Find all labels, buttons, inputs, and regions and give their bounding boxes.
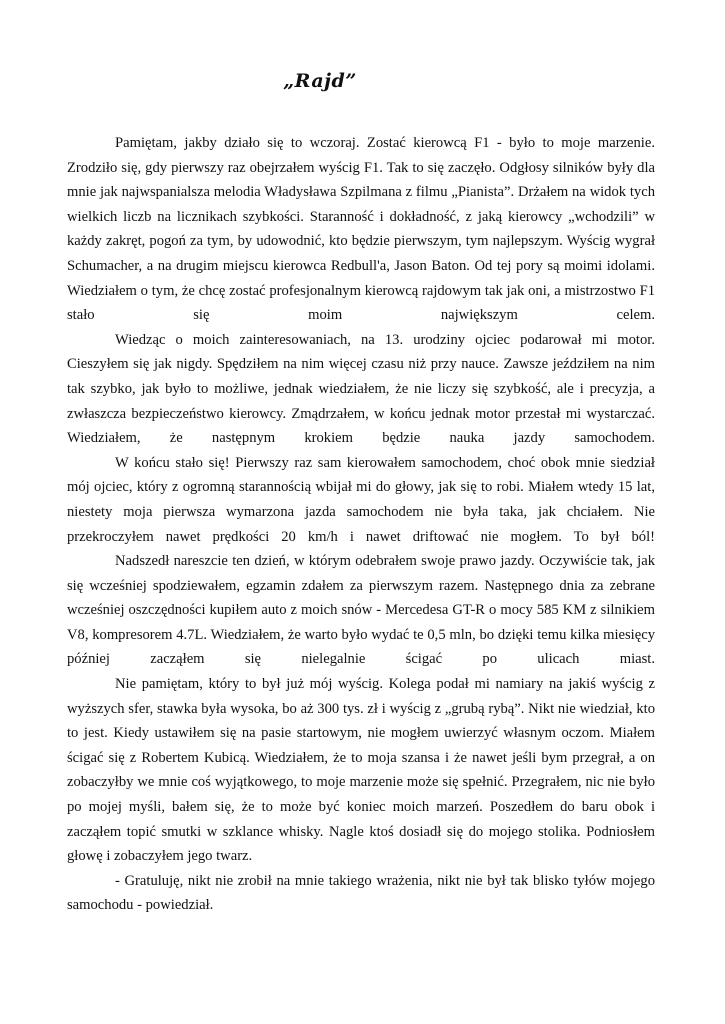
paragraph-4: Nadszedł nareszcie ten dzień, w którym odebrałem swoje prawo jazdy. Oczywiście tak, jak się wcześniej spodziewałem, egzamin zdałem za pierwszym razem. Następnego dnia za zebrane wcześniej oszczędności kupiłem auto z moich snów - Mercedesa GT-R o mocy 585 KM z silnikiem V8, kompresorem 4.7L. Wiedziałem, że warto było wydać te 0,5 mln, bo dzięki temu kilka miesięcy później zacząłem się nielegalnie ścigać po ulicach miast. — [67, 553, 655, 668]
paragraph-3: W końcu stało się! Pierwszy raz sam kierowałem samochodem, choć obok mnie siedział mój ojciec, który z ogromną starannością wbijał mi do głowy, jak się to robi. Miałem wtedy 15 lat, niestety moja pierwsza wymarzona jazda samochodem nie była taka, jak chciałem. Nie przekroczyłem nawet prędkości 20 km/h i nawet driftować nie mogłem. To był ból! — [67, 454, 655, 545]
paragraph-1: Pamiętam, jakby działo się to wczoraj. Zostać kierowcą F1 - było to moje marzenie. Zrodziło się, gdy pierwszy raz obejrzałem wyścig F1. Tak to się zaczęło. Odgłosy silników były dla mnie jak najwspanialsza melodia Władysława Szpilmana z filmu „Pianista”. Drżałem na widok tych wielkich liczb na licznikach szybkości. Staranność i dokładność, z jaką kierowcy „wchodzili” w każdy zakręt, pogoń za tym, by udowodnić, kto będzie pierwszym, tym najlepszym. Wyścig wygrał Schumacher, a na drugim miejscu kierowca Redbull'a, Jason Baton. Od tej pory są moimi idolami. Wiedziałem o tym, że chcę zostać profesjonalnym kierowcą rajdowym tak jak oni, a mistrzostwo F1 stało się moim największym celem. — [67, 135, 655, 324]
document-body — [67, 131, 655, 918]
paragraph-6: - Gratuluję, nikt nie zrobił na mnie takiego wrażenia, nikt nie był tak blisko tyłów mojego samochodu - powiedział. — [67, 872, 655, 914]
paragraph-5: Nie pamiętam, który to był już mój wyścig. Kolega podał mi namiary na jakiś wyścig z wyższych sfer, stawka była wysoka, bo aż 300 tys. zł i wyścig z „grubą rybą”. Nikt nie wiedział, kto to jest. Kiedy ustawiłem się na pasie startowym, nie mogłem uwierzyć własnym oczom. Miałem ścigać się z Robertem Kubicą. Wiedziałem, że to moja szansa i że nawet jeśli bym przegrał, a on zobaczyłby we mnie coś wyjątkowego, to moje marzenie może się spełnić. Przegrałem, nic nie było po mojej myśli, bałem się, że to może być koniec moich marzeń. Poszedłem do baru obok i zacząłem topić smutki w szklance whisky. Nagle ktoś dosiadł się do mojego stolika. Podniosłem głowę i zobaczyłem jego twarz. — [67, 676, 655, 865]
paragraph-2: Wiedząc o moich zainteresowaniach, na 13. urodziny ojciec podarował mi motor. Cieszyłem się jak nigdy. Spędziłem na nim więcej czasu niż przy nauce. Zawsze jeździłem na nim tak szybko, jak było to możliwe, jednak wiedziałem, że nie liczy się szybkość, ale i precyzja, a zwłaszcza bezpieczeństwo kierowcy. Zmądrzałem, w końcu jednak motor przestał mi wystarczać. Wiedziałem, że następnym krokiem będzie nauka jazdy samochodem. — [67, 331, 655, 447]
document-title: „Rajd” — [283, 70, 357, 92]
